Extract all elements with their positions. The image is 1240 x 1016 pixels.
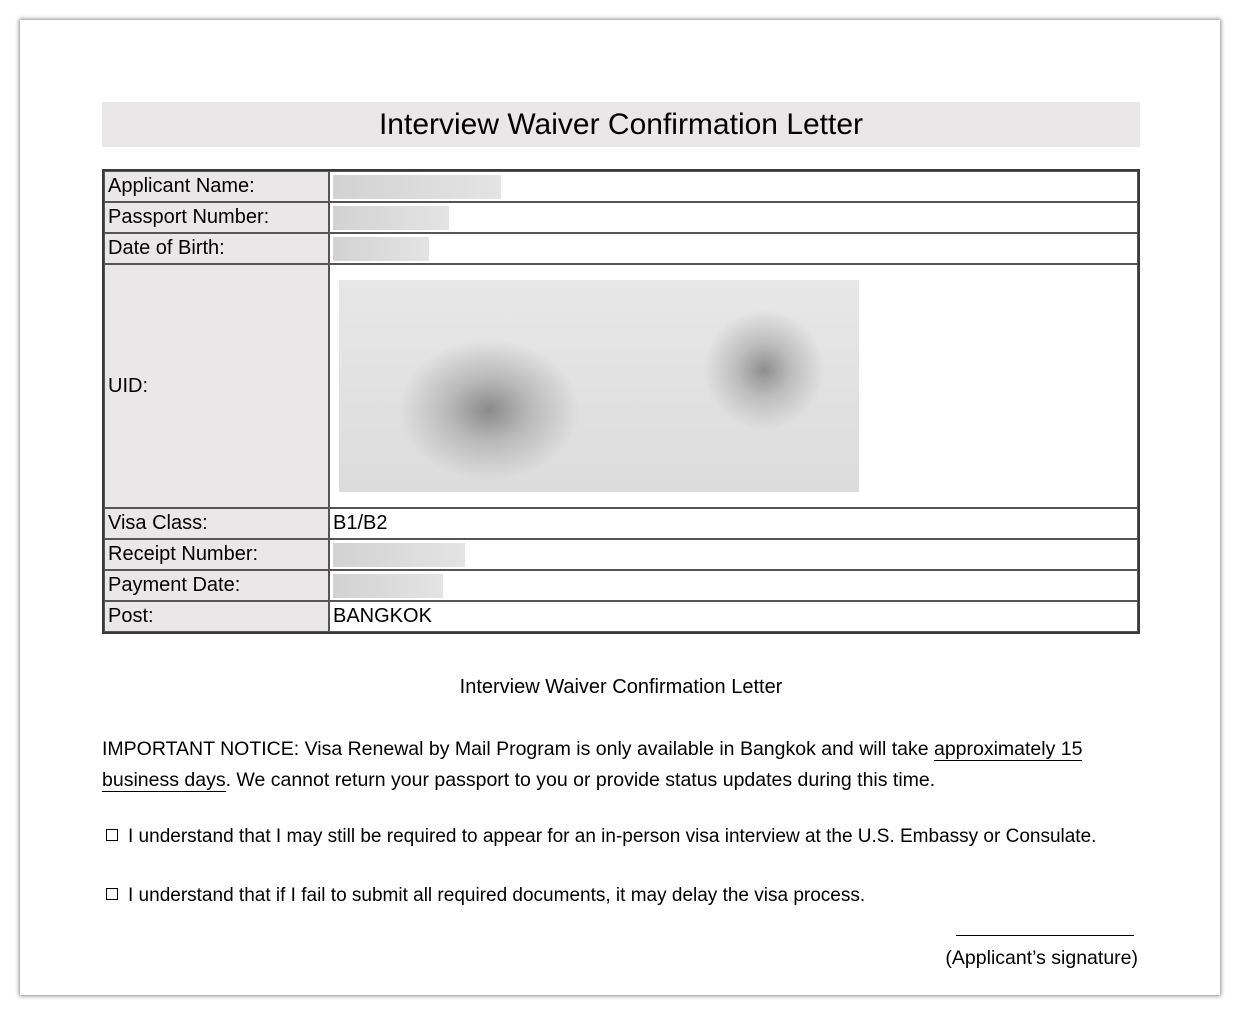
redacted-block [333,237,429,261]
receipt-number-label: Receipt Number: [104,539,329,570]
post-value: BANGKOK [329,601,1138,632]
redacted-block [333,175,501,199]
receipt-number-value [329,539,1138,570]
acknowledgement-item-documents [106,885,865,907]
signature-label: (Applicant’s signature) [945,947,1138,969]
table-row [104,539,1138,570]
table-row [104,601,1138,632]
uid-label: UID: [104,264,329,508]
applicant-info-table [102,169,1140,634]
date-of-birth-label: Date of Birth: [104,233,329,264]
checkbox-icon[interactable] [106,888,118,900]
passport-number-label: Passport Number: [104,202,329,233]
table-row [104,264,1138,508]
table-row [104,171,1138,202]
table-row [104,233,1138,264]
acknowledgement-item-interview [106,826,1096,848]
table-row [104,202,1138,233]
payment-date-value [329,570,1138,601]
payment-date-label: Payment Date: [104,570,329,601]
visa-class-label: Visa Class: [104,508,329,539]
post-label: Post: [104,601,329,632]
passport-number-value [329,202,1138,233]
table-row [104,570,1138,601]
applicant-name-label: Applicant Name: [104,171,329,202]
letter-page [20,20,1220,995]
notice-underlined-days: business days [102,769,226,791]
uid-value [329,264,1138,508]
notice-suffix: . We cannot return your passport to you or provide status updates during this time. [225,769,936,791]
applicant-name-value [329,171,1138,202]
redacted-block [339,280,859,492]
acknowledgement-text: I understand that I may still be required to appear for an in-person visa interview at the U.S. Embassy or Consulate. [128,826,1097,847]
redacted-block [333,543,465,567]
letter-title: Interview Waiver Confirmation Letter [102,102,1140,147]
redacted-block [333,206,449,230]
date-of-birth-value [329,233,1138,264]
checkbox-icon[interactable] [106,829,118,841]
letter-subtitle: Interview Waiver Confirmation Letter [459,676,783,698]
redacted-block [333,574,443,598]
notice-underlined-duration: approximately 15 [933,738,1083,760]
signature-line [956,935,1134,936]
visa-class-value: B1/B2 [329,508,1138,539]
notice-prefix: IMPORTANT NOTICE: Visa Renewal by Mail Program is only available in Bangkok and will take [102,738,934,760]
table-row [104,508,1138,539]
important-notice [102,734,1140,796]
acknowledgement-text: I understand that if I fail to submit all required documents, it may delay the visa process. [128,885,866,906]
